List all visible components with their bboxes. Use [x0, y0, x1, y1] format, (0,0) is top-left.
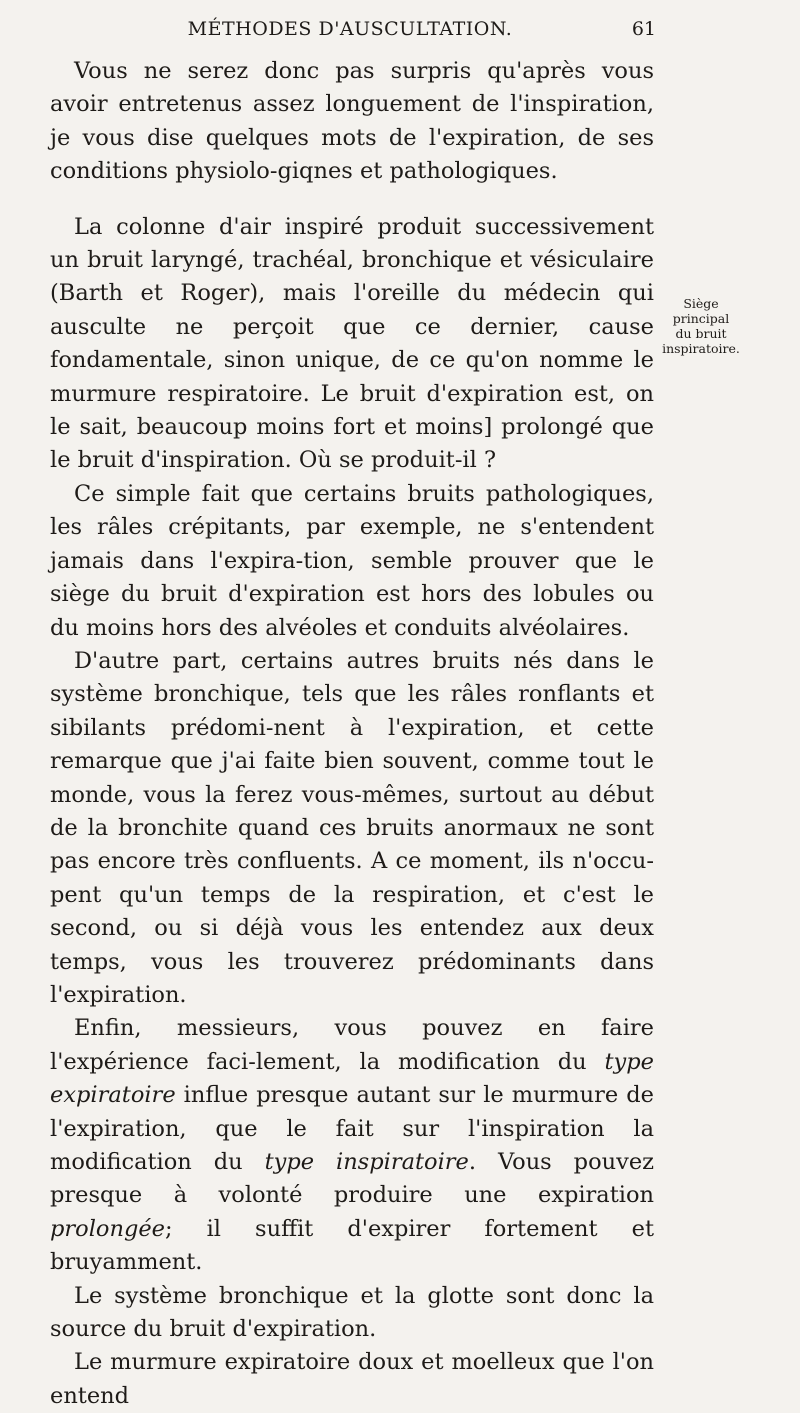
paragraph-5-text-g: ; il suffit d'expirer fortement et bruyamment. — [50, 1215, 654, 1276]
paragraph-3: Ce simple fait que certains bruits pathologiques, les râles crépitants, par exemple, ne s'entendent jamais dans l'expira-tion, semble prouver que le siège du bruit d'expiration est hors des lobules ou du moins hors des alvéoles et conduits alvéolaires. — [50, 480, 654, 641]
paragraph-5-text-a: Enfin, messieurs, vous pouvez en faire l'expérience faci-lement, la modification du — [50, 1015, 654, 1075]
paragraph-5-text-e: . Vous pouvez presque à volonté produire une expiration — [50, 1149, 654, 1209]
margin-note-line-3: du bruit — [675, 326, 727, 341]
paragraph-4: D'autre part, certains autres bruits nés dans le système bronchique, tels que les râles ronflants et sibilants prédomi-nent à l'expiration, et cette remarque que j'ai faite bien souvent, comme tout le monde, vous la ferez vous-mêmes, surtout au début de la bronchite quand ces bruits anormaux ne sont pas encore très confluents. A ce moment, ils n'occu-pent qu'un temps de la respiration, et c'est le second, ou si déjà vous les entendez aux deux temps, vous les trouverez prédominants dans l'expiration. — [50, 647, 654, 1008]
margin-note-line-4: inspiratoire. — [662, 341, 740, 356]
italic-type-inspiratoire: type inspiratoire — [264, 1149, 469, 1175]
body-text — [50, 55, 654, 1413]
italic-type-expiratoire: type expiratoire — [50, 1048, 654, 1109]
italic-prolongee: prolongée — [50, 1215, 165, 1242]
running-title: MÉTHODES D'AUSCULTATION. — [187, 18, 513, 40]
paragraph-5-text-c: influe presque autant sur le murmure de l'expiration, que le fait sur l'inspiration la modification du — [50, 1082, 654, 1175]
page-number: 61 — [631, 18, 656, 40]
paragraph-2: La colonne d'air inspiré produit successivement un bruit laryngé, trachéal, bronchique et vésiculaire (Barth et Roger), mais l'oreille du médecin qui ausculte ne perçoit que ce dernier, cause fondamentale, sinon unique, de ce qu'on nomme le murmure respiratoire. Le bruit d'expiration est, on le sait, beaucoup moins fort et moins] prolongé que le bruit d'inspiration. Où se produit-il ? — [50, 213, 654, 474]
paragraph-1: Vous ne serez donc pas surpris qu'après vous avoir entretenus assez longuement de l'inspiration, je vous dise quelques mots de l'expiration, de ses conditions physiolo-giqnes et pathologiques. — [50, 58, 654, 185]
paragraph-6: Le système bronchique et la glotte sont donc la source du bruit d'expiration. — [50, 1282, 654, 1343]
running-head — [44, 14, 656, 44]
paragraph-7: Le murmure expiratoire doux et moelleux que l'on entend — [50, 1349, 654, 1409]
margin-note-line-2: principal — [672, 311, 730, 326]
paragraph-5 — [50, 1012, 654, 1279]
margin-note — [660, 296, 742, 356]
margin-note-line-1: Siège — [683, 296, 719, 311]
